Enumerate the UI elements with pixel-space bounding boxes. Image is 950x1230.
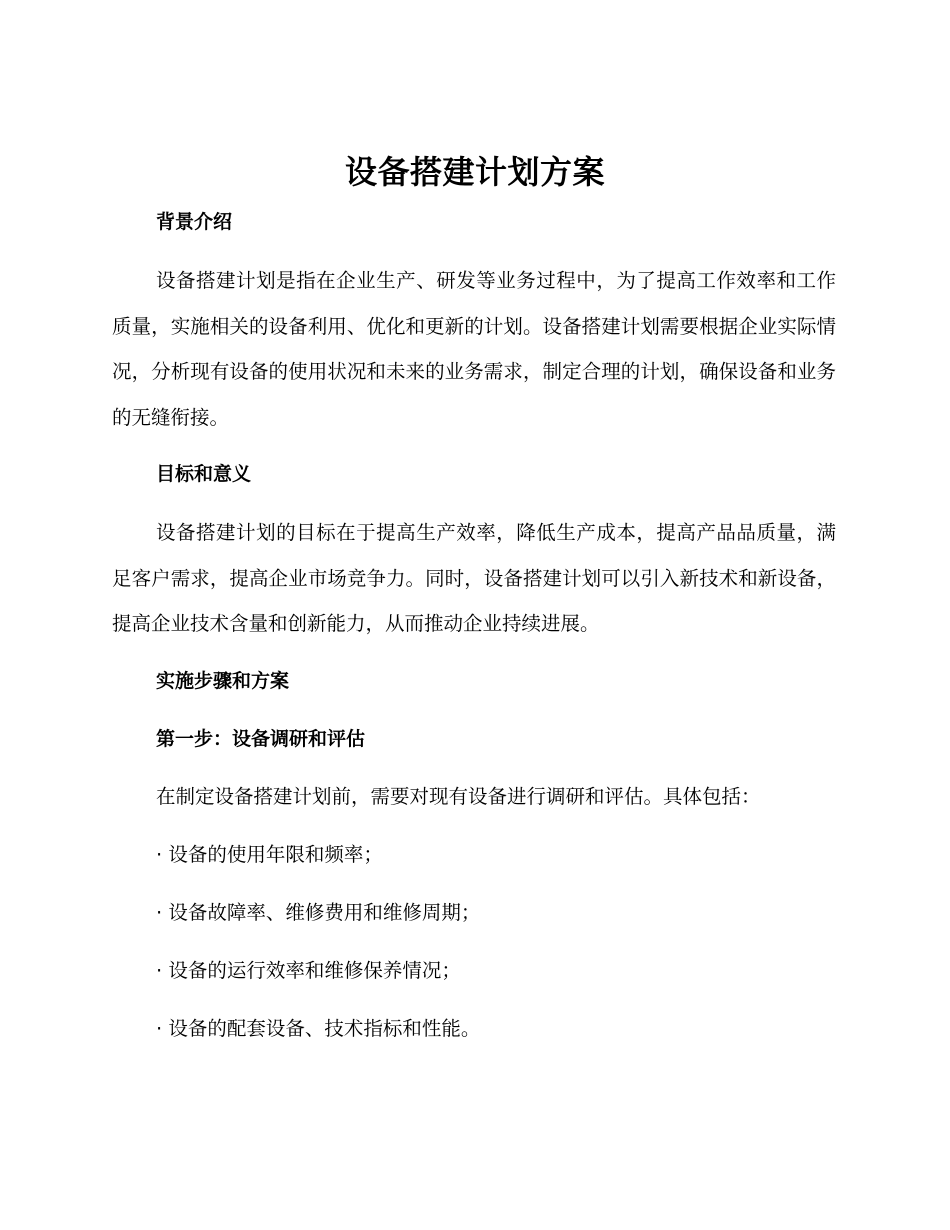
list-item: · 设备的运行效率和维修保养情况； (156, 958, 461, 982)
document-body (112, 200, 836, 1051)
step-intro-1: 在制定设备搭建计划前，需要对现有设备进行调研和评估。具体包括： (156, 784, 761, 808)
section-heading-background: 背景介绍 (156, 211, 233, 233)
list-item: · 设备的配套设备、技术指标和性能。 (156, 1016, 481, 1040)
step-heading-1: 第一步：设备调研和评估 (156, 727, 366, 750)
section-paragraph-background: 设备搭建计划是指在企业生产、研发等业务过程中，为了提高工作效率和工作质量，实施相关的设备利用、优化和更新的计划。设备搭建计划需要根据企业实际情况，分析现有设备的使用状况和未来的业务需求，制定合理的计划，确保设备和业务的无缝衔接。 (112, 269, 836, 429)
section-heading-goals: 目标和意义 (156, 463, 252, 485)
section-paragraph-goals: 设备搭建计划的目标在于提高生产效率，降低生产成本，提高产品品质量，满足客户需求，提高企业市场竞争力。同时，设备搭建计划可以引入新技术和新设备，提高企业技术含量和创新能力，从而推动企业持续进展。 (112, 521, 836, 635)
list-item: · 设备故障率、维修费用和维修周期； (156, 900, 481, 924)
section-heading-implementation: 实施步骤和方案 (156, 669, 290, 692)
document-title: 设备搭建计划方案 (344, 153, 605, 191)
list-item: · 设备的使用年限和频率； (156, 842, 383, 866)
